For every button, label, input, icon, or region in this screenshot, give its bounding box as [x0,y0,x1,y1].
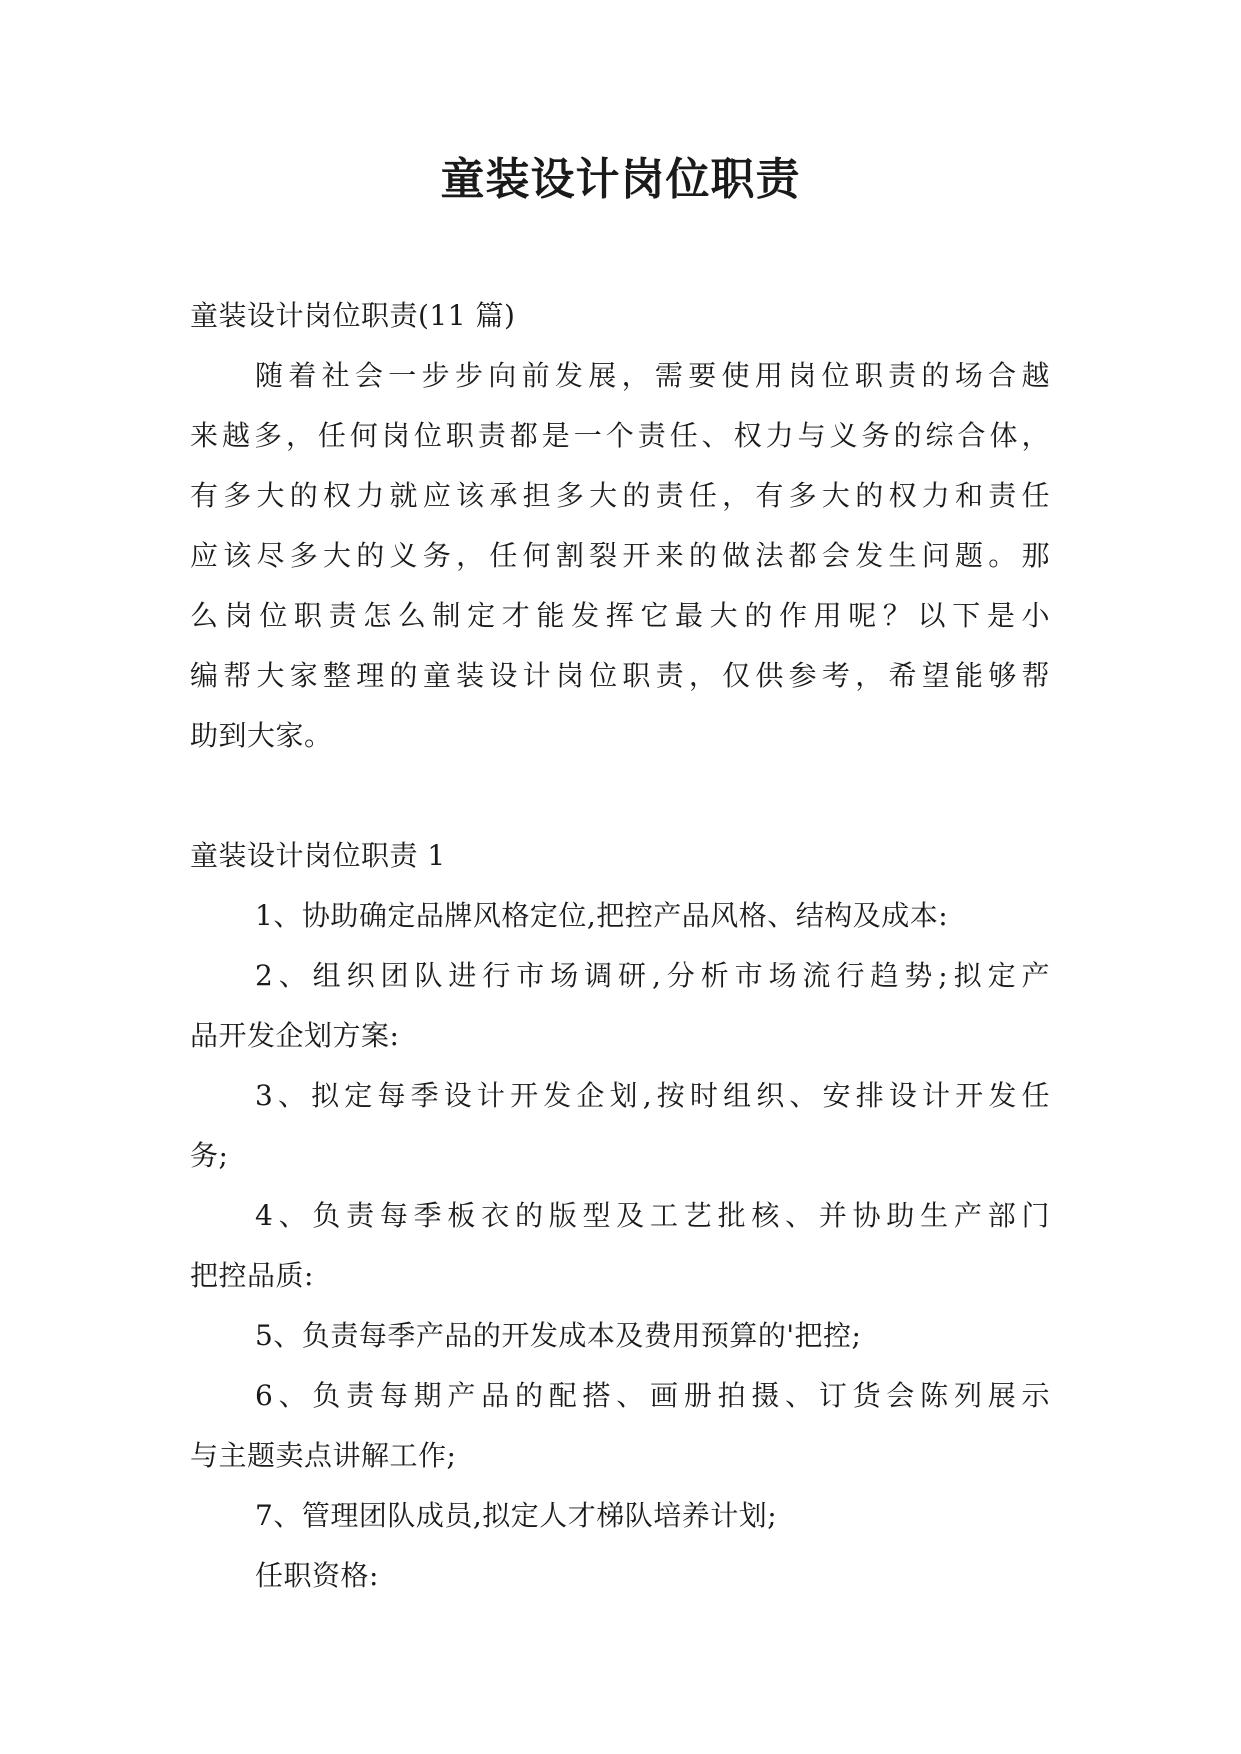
list-item: 2、组织团队进行市场调研,分析市场流行趋势;拟定产 [255,959,1050,992]
list-item-continuation: 务; [190,1139,229,1172]
document-title: 童装设计岗位职责 [440,154,801,205]
section-heading: 童装设计岗位职责 1 [190,839,446,872]
list-item: 6、负责每期产品的配搭、画册拍摄、订货会陈列展示 [255,1379,1050,1412]
intro-line: 应该尽多大的义务，任何割裂开来的做法都会发生问题。那 [190,539,1050,572]
section-list [190,886,1050,1606]
document-body [190,286,1050,1606]
intro-line: 助到大家。 [190,719,333,752]
intro-paragraph [190,346,1050,766]
list-item: 1、协助确定品牌风格定位,把控产品风格、结构及成本: [255,899,949,932]
list-item-continuation: 与主题卖点讲解工作; [190,1439,457,1472]
paragraph-spacer [190,766,1050,826]
list-item-continuation: 把控品质: [190,1259,314,1292]
list-item: 任职资格: [255,1559,379,1592]
list-item: 7、管理团队成员,拟定人才梯队培养计划; [255,1499,778,1532]
intro-line: 来越多，任何岗位职责都是一个责任、权力与义务的综合体， [190,419,1050,452]
intro-line: 有多大的权力就应该承担多大的责任，有多大的权力和责任 [190,479,1050,512]
intro-line: 么岗位职责怎么制定才能发挥它最大的作用呢？以下是小 [190,599,1050,632]
list-item: 4、负责每季板衣的版型及工艺批核、并协助生产部门 [255,1199,1050,1232]
list-item: 5、负责每季产品的开发成本及费用预算的'把控; [255,1319,862,1352]
intro-line: 随着社会一步步向前发展，需要使用岗位职责的场合越 [255,359,1050,392]
intro-line: 编帮大家整理的童装设计岗位职责，仅供参考，希望能够帮 [190,659,1050,692]
list-item-continuation: 品开发企划方案: [190,1019,400,1052]
list-item: 3、拟定每季设计开发企划,按时组织、安排设计开发任 [255,1079,1050,1112]
document-subtitle: 童装设计岗位职责(11 篇) [190,299,516,332]
